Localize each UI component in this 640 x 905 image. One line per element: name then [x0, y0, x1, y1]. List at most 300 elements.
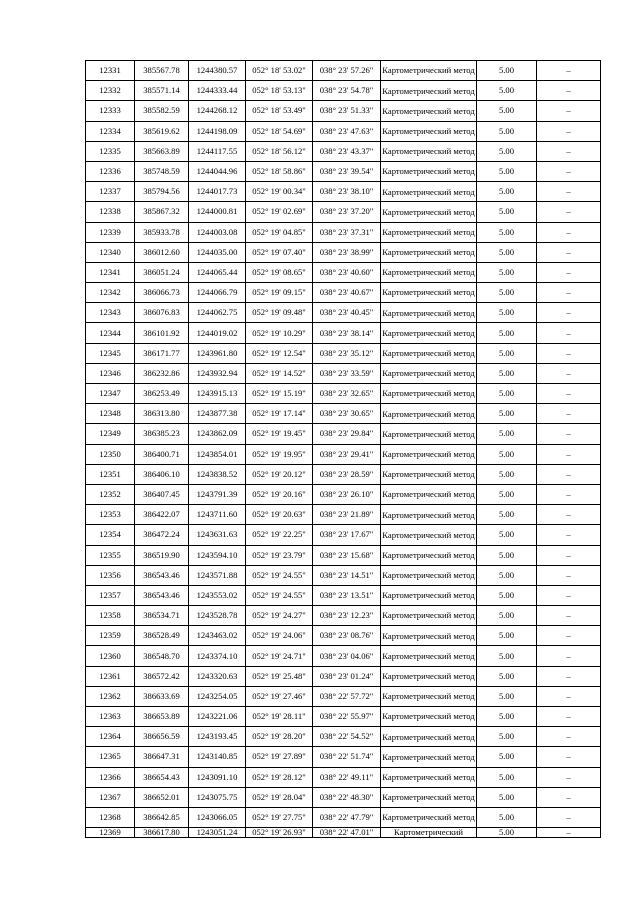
- longitude-cell: 038° 23' 43.37": [313, 141, 381, 161]
- note-cell: –: [537, 626, 601, 646]
- x-coordinate-cell: 386051.24: [135, 262, 189, 282]
- table-row: [86, 787, 601, 807]
- longitude-cell: 038° 23' 01.24": [313, 666, 381, 686]
- method-cell: Картометрический метод: [381, 323, 477, 343]
- accuracy-cell: 5.00: [477, 787, 537, 807]
- x-coordinate-cell: 385582.59: [135, 101, 189, 121]
- latitude-cell: 052° 19' 23.79": [246, 545, 313, 565]
- x-coordinate-cell: 386406.10: [135, 464, 189, 484]
- longitude-cell: 038° 23' 12.23": [313, 606, 381, 626]
- method-cell: Картометрический метод: [381, 424, 477, 444]
- point-number-cell: 12364: [86, 727, 135, 747]
- point-number-cell: 12331: [86, 61, 135, 81]
- method-cell: Картометрический метод: [381, 81, 477, 101]
- accuracy-cell: 5.00: [477, 626, 537, 646]
- table-row: [86, 404, 601, 424]
- latitude-cell: 052° 19' 09.15": [246, 283, 313, 303]
- latitude-cell: 052° 19' 02.69": [246, 202, 313, 222]
- latitude-cell: 052° 19' 27.89": [246, 747, 313, 767]
- note-cell: –: [537, 121, 601, 141]
- y-coordinate-cell: 1243571.88: [189, 565, 246, 585]
- method-cell: Картометрический метод: [381, 262, 477, 282]
- longitude-cell: 038° 23' 13.51": [313, 585, 381, 605]
- latitude-cell: 052° 19' 19.45": [246, 424, 313, 444]
- table-row: [86, 343, 601, 363]
- y-coordinate-cell: 1243915.13: [189, 384, 246, 404]
- x-coordinate-cell: 386171.77: [135, 343, 189, 363]
- note-cell: –: [537, 525, 601, 545]
- longitude-cell: 038° 23' 21.89": [313, 505, 381, 525]
- accuracy-cell: 5.00: [477, 363, 537, 383]
- method-cell: Картометрический метод: [381, 141, 477, 161]
- x-coordinate-cell: 386543.46: [135, 565, 189, 585]
- y-coordinate-cell: 1244019.02: [189, 323, 246, 343]
- method-cell: Картометрический метод: [381, 666, 477, 686]
- point-number-cell: 12337: [86, 182, 135, 202]
- latitude-cell: 052° 18' 56.12": [246, 141, 313, 161]
- latitude-cell: 052° 19' 28.11": [246, 707, 313, 727]
- accuracy-cell: 5.00: [477, 585, 537, 605]
- x-coordinate-cell: 386422.07: [135, 505, 189, 525]
- accuracy-cell: 5.00: [477, 283, 537, 303]
- longitude-cell: 038° 23' 39.54": [313, 161, 381, 181]
- x-coordinate-cell: 386232.86: [135, 363, 189, 383]
- note-cell: –: [537, 585, 601, 605]
- x-coordinate-cell: 386534.71: [135, 606, 189, 626]
- method-cell: Картометрический метод: [381, 525, 477, 545]
- point-number-cell: 12349: [86, 424, 135, 444]
- method-cell: Картометрический метод: [381, 484, 477, 504]
- longitude-cell: 038° 22' 55.97": [313, 707, 381, 727]
- y-coordinate-cell: 1244380.57: [189, 61, 246, 81]
- longitude-cell: 038° 23' 51.33": [313, 101, 381, 121]
- method-cell: Картометрический метод: [381, 606, 477, 626]
- accuracy-cell: 5.00: [477, 182, 537, 202]
- x-coordinate-cell: 386012.60: [135, 242, 189, 262]
- longitude-cell: 038° 23' 33.59": [313, 363, 381, 383]
- accuracy-cell: 5.00: [477, 545, 537, 565]
- table-row: [86, 424, 601, 444]
- x-coordinate-cell: 386528.49: [135, 626, 189, 646]
- note-cell: –: [537, 303, 601, 323]
- latitude-cell: 052° 19' 12.54": [246, 343, 313, 363]
- longitude-cell: 038° 23' 38.14": [313, 323, 381, 343]
- x-coordinate-cell: 386633.69: [135, 686, 189, 706]
- table-row: [86, 303, 601, 323]
- note-cell: –: [537, 242, 601, 262]
- point-number-cell: 12352: [86, 484, 135, 504]
- method-cell: Картометрический метод: [381, 343, 477, 363]
- table-row: [86, 161, 601, 181]
- latitude-cell: 052° 19' 08.65": [246, 262, 313, 282]
- accuracy-cell: 5.00: [477, 262, 537, 282]
- note-cell: –: [537, 262, 601, 282]
- longitude-cell: 038° 23' 37.31": [313, 222, 381, 242]
- latitude-cell: 052° 19' 24.55": [246, 565, 313, 585]
- y-coordinate-cell: 1244268.12: [189, 101, 246, 121]
- note-cell: –: [537, 363, 601, 383]
- longitude-cell: 038° 23' 38.99": [313, 242, 381, 262]
- accuracy-cell: 5.00: [477, 767, 537, 787]
- x-coordinate-cell: 386253.49: [135, 384, 189, 404]
- table-row: [86, 727, 601, 747]
- y-coordinate-cell: 1243711.60: [189, 505, 246, 525]
- x-coordinate-cell: 385663.89: [135, 141, 189, 161]
- table-row: [86, 565, 601, 585]
- accuracy-cell: 5.00: [477, 686, 537, 706]
- x-coordinate-cell: 386313.80: [135, 404, 189, 424]
- table-row: [86, 666, 601, 686]
- table-row: [86, 384, 601, 404]
- y-coordinate-cell: 1243254.05: [189, 686, 246, 706]
- latitude-cell: 052° 18' 53.02": [246, 61, 313, 81]
- accuracy-cell: 5.00: [477, 121, 537, 141]
- accuracy-cell: 5.00: [477, 343, 537, 363]
- y-coordinate-cell: 1244035.00: [189, 242, 246, 262]
- accuracy-cell: 5.00: [477, 101, 537, 121]
- y-coordinate-cell: 1244000.81: [189, 202, 246, 222]
- accuracy-cell: 5.00: [477, 384, 537, 404]
- table-row: [86, 202, 601, 222]
- longitude-cell: 038° 23' 04.06": [313, 646, 381, 666]
- table-row: [86, 767, 601, 787]
- note-cell: –: [537, 182, 601, 202]
- accuracy-cell: 5.00: [477, 141, 537, 161]
- latitude-cell: 052° 18' 54.69": [246, 121, 313, 141]
- latitude-cell: 052° 19' 26.93": [246, 828, 313, 838]
- point-number-cell: 12366: [86, 767, 135, 787]
- y-coordinate-cell: 1243553.02: [189, 585, 246, 605]
- point-number-cell: 12334: [86, 121, 135, 141]
- latitude-cell: 052° 19' 19.95": [246, 444, 313, 464]
- accuracy-cell: 5.00: [477, 666, 537, 686]
- longitude-cell: 038° 22' 49.11": [313, 767, 381, 787]
- latitude-cell: 052° 19' 27.75": [246, 807, 313, 827]
- note-cell: –: [537, 484, 601, 504]
- method-cell: Картометрический метод: [381, 363, 477, 383]
- point-number-cell: 12351: [86, 464, 135, 484]
- y-coordinate-cell: 1243140.85: [189, 747, 246, 767]
- accuracy-cell: 5.00: [477, 444, 537, 464]
- note-cell: –: [537, 101, 601, 121]
- point-number-cell: 12347: [86, 384, 135, 404]
- table-row: [86, 283, 601, 303]
- y-coordinate-cell: 1244062.75: [189, 303, 246, 323]
- table-row: [86, 484, 601, 504]
- method-cell: Картометрический метод: [381, 182, 477, 202]
- latitude-cell: 052° 19' 15.19": [246, 384, 313, 404]
- x-coordinate-cell: 385933.78: [135, 222, 189, 242]
- point-number-cell: 12367: [86, 787, 135, 807]
- longitude-cell: 038° 23' 08.76": [313, 626, 381, 646]
- note-cell: –: [537, 283, 601, 303]
- latitude-cell: 052° 19' 24.27": [246, 606, 313, 626]
- latitude-cell: 052° 19' 28.04": [246, 787, 313, 807]
- accuracy-cell: 5.00: [477, 807, 537, 827]
- latitude-cell: 052° 19' 10.29": [246, 323, 313, 343]
- point-number-cell: 12341: [86, 262, 135, 282]
- point-number-cell: 12355: [86, 545, 135, 565]
- x-coordinate-cell: 386543.46: [135, 585, 189, 605]
- point-number-cell: 12340: [86, 242, 135, 262]
- latitude-cell: 052° 19' 20.16": [246, 484, 313, 504]
- table-row: [86, 464, 601, 484]
- x-coordinate-cell: 386385.23: [135, 424, 189, 444]
- method-cell: Картометрический метод: [381, 747, 477, 767]
- x-coordinate-cell: 386654.43: [135, 767, 189, 787]
- method-cell: Картометрический метод: [381, 565, 477, 585]
- method-cell: Картометрический метод: [381, 807, 477, 827]
- table-row: [86, 222, 601, 242]
- longitude-cell: 038° 23' 30.65": [313, 404, 381, 424]
- x-coordinate-cell: 385571.14: [135, 81, 189, 101]
- latitude-cell: 052° 19' 09.48": [246, 303, 313, 323]
- accuracy-cell: 5.00: [477, 242, 537, 262]
- x-coordinate-cell: 386076.83: [135, 303, 189, 323]
- longitude-cell: 038° 22' 47.01": [313, 828, 381, 838]
- x-coordinate-cell: 386101.92: [135, 323, 189, 343]
- longitude-cell: 038° 23' 28.59": [313, 464, 381, 484]
- method-cell: Картометрический метод: [381, 585, 477, 605]
- table-row: [86, 807, 601, 827]
- method-cell: Картометрический метод: [381, 303, 477, 323]
- point-number-cell: 12360: [86, 646, 135, 666]
- note-cell: –: [537, 727, 601, 747]
- note-cell: –: [537, 828, 601, 838]
- note-cell: –: [537, 686, 601, 706]
- longitude-cell: 038° 22' 47.79": [313, 807, 381, 827]
- longitude-cell: 038° 22' 54.52": [313, 727, 381, 747]
- latitude-cell: 052° 19' 27.46": [246, 686, 313, 706]
- latitude-cell: 052° 18' 58.86": [246, 161, 313, 181]
- table-row: [86, 747, 601, 767]
- table-row: [86, 242, 601, 262]
- accuracy-cell: 5.00: [477, 464, 537, 484]
- latitude-cell: 052° 19' 28.20": [246, 727, 313, 747]
- point-number-cell: 12358: [86, 606, 135, 626]
- note-cell: –: [537, 404, 601, 424]
- longitude-cell: 038° 23' 40.60": [313, 262, 381, 282]
- latitude-cell: 052° 19' 24.71": [246, 646, 313, 666]
- point-number-cell: 12345: [86, 343, 135, 363]
- method-cell: Картометрический метод: [381, 444, 477, 464]
- point-number-cell: 12348: [86, 404, 135, 424]
- method-cell: Картометрический метод: [381, 767, 477, 787]
- method-cell: Картометрический метод: [381, 545, 477, 565]
- y-coordinate-cell: 1243791.39: [189, 484, 246, 504]
- x-coordinate-cell: 386400.71: [135, 444, 189, 464]
- table-row: [86, 525, 601, 545]
- method-cell: Картометрический метод: [381, 61, 477, 81]
- accuracy-cell: 5.00: [477, 484, 537, 504]
- y-coordinate-cell: 1243374.10: [189, 646, 246, 666]
- accuracy-cell: 5.00: [477, 222, 537, 242]
- point-number-cell: 12344: [86, 323, 135, 343]
- y-coordinate-cell: 1244017.73: [189, 182, 246, 202]
- point-number-cell: 12353: [86, 505, 135, 525]
- x-coordinate-cell: 386548.70: [135, 646, 189, 666]
- method-cell: Картометрический метод: [381, 646, 477, 666]
- y-coordinate-cell: 1244065.44: [189, 262, 246, 282]
- y-coordinate-cell: 1244333.44: [189, 81, 246, 101]
- method-cell: Картометрический метод: [381, 242, 477, 262]
- point-number-cell: 12339: [86, 222, 135, 242]
- note-cell: –: [537, 444, 601, 464]
- point-number-cell: 12369: [86, 828, 135, 838]
- table-body: [86, 61, 601, 838]
- x-coordinate-cell: 386407.45: [135, 484, 189, 504]
- longitude-cell: 038° 23' 57.26": [313, 61, 381, 81]
- longitude-cell: 038° 23' 32.65": [313, 384, 381, 404]
- longitude-cell: 038° 23' 35.12": [313, 343, 381, 363]
- note-cell: –: [537, 767, 601, 787]
- y-coordinate-cell: 1243463.02: [189, 626, 246, 646]
- x-coordinate-cell: 386617.80: [135, 828, 189, 838]
- table-row: [86, 505, 601, 525]
- accuracy-cell: 5.00: [477, 828, 537, 838]
- accuracy-cell: 5.00: [477, 303, 537, 323]
- note-cell: –: [537, 61, 601, 81]
- method-cell: Картометрический метод: [381, 404, 477, 424]
- point-number-cell: 12350: [86, 444, 135, 464]
- point-number-cell: 12354: [86, 525, 135, 545]
- longitude-cell: 038° 22' 48.30": [313, 787, 381, 807]
- table-row: [86, 585, 601, 605]
- note-cell: –: [537, 606, 601, 626]
- y-coordinate-cell: 1243066.05: [189, 807, 246, 827]
- point-number-cell: 12362: [86, 686, 135, 706]
- point-number-cell: 12333: [86, 101, 135, 121]
- y-coordinate-cell: 1243838.52: [189, 464, 246, 484]
- latitude-cell: 052° 19' 24.06": [246, 626, 313, 646]
- x-coordinate-cell: 385794.56: [135, 182, 189, 202]
- note-cell: –: [537, 202, 601, 222]
- point-number-cell: 12343: [86, 303, 135, 323]
- accuracy-cell: 5.00: [477, 424, 537, 444]
- accuracy-cell: 5.00: [477, 646, 537, 666]
- method-cell: Картометрический метод: [381, 787, 477, 807]
- note-cell: –: [537, 141, 601, 161]
- table-row: [86, 363, 601, 383]
- latitude-cell: 052° 19' 28.12": [246, 767, 313, 787]
- point-number-cell: 12359: [86, 626, 135, 646]
- x-coordinate-cell: 386647.31: [135, 747, 189, 767]
- table-row: [86, 707, 601, 727]
- table-row: [86, 121, 601, 141]
- y-coordinate-cell: 1244198.09: [189, 121, 246, 141]
- table-row: [86, 323, 601, 343]
- y-coordinate-cell: 1243594.10: [189, 545, 246, 565]
- method-cell: Картометрический метод: [381, 686, 477, 706]
- x-coordinate-cell: 385867.32: [135, 202, 189, 222]
- method-cell: Картометрический метод: [381, 101, 477, 121]
- x-coordinate-cell: 386642.85: [135, 807, 189, 827]
- note-cell: –: [537, 384, 601, 404]
- y-coordinate-cell: 1243051.24: [189, 828, 246, 838]
- latitude-cell: 052° 19' 14.52": [246, 363, 313, 383]
- y-coordinate-cell: 1243877.38: [189, 404, 246, 424]
- y-coordinate-cell: 1244066.79: [189, 283, 246, 303]
- longitude-cell: 038° 23' 47.63": [313, 121, 381, 141]
- latitude-cell: 052° 19' 00.34": [246, 182, 313, 202]
- y-coordinate-cell: 1243221.06: [189, 707, 246, 727]
- note-cell: –: [537, 807, 601, 827]
- longitude-cell: 038° 23' 29.41": [313, 444, 381, 464]
- y-coordinate-cell: 1243075.75: [189, 787, 246, 807]
- note-cell: –: [537, 222, 601, 242]
- y-coordinate-cell: 1243320.63: [189, 666, 246, 686]
- method-cell: Картометрический метод: [381, 222, 477, 242]
- point-number-cell: 12365: [86, 747, 135, 767]
- accuracy-cell: 5.00: [477, 81, 537, 101]
- table-row: [86, 626, 601, 646]
- method-cell: Картометрический метод: [381, 626, 477, 646]
- point-number-cell: 12356: [86, 565, 135, 585]
- latitude-cell: 052° 19' 24.55": [246, 585, 313, 605]
- note-cell: –: [537, 343, 601, 363]
- accuracy-cell: 5.00: [477, 505, 537, 525]
- note-cell: –: [537, 81, 601, 101]
- longitude-cell: 038° 23' 26.10": [313, 484, 381, 504]
- longitude-cell: 038° 23' 15.68": [313, 545, 381, 565]
- x-coordinate-cell: 386656.59: [135, 727, 189, 747]
- method-cell: Картометрический метод: [381, 202, 477, 222]
- x-coordinate-cell: 385619.62: [135, 121, 189, 141]
- x-coordinate-cell: 386572.42: [135, 666, 189, 686]
- coordinates-table: [85, 60, 601, 838]
- x-coordinate-cell: 385567.78: [135, 61, 189, 81]
- accuracy-cell: 5.00: [477, 565, 537, 585]
- note-cell: –: [537, 161, 601, 181]
- latitude-cell: 052° 19' 20.12": [246, 464, 313, 484]
- x-coordinate-cell: 386472.24: [135, 525, 189, 545]
- latitude-cell: 052° 18' 53.49": [246, 101, 313, 121]
- latitude-cell: 052° 19' 07.40": [246, 242, 313, 262]
- accuracy-cell: 5.00: [477, 727, 537, 747]
- note-cell: –: [537, 464, 601, 484]
- note-cell: –: [537, 666, 601, 686]
- longitude-cell: 038° 23' 40.67": [313, 283, 381, 303]
- accuracy-cell: 5.00: [477, 61, 537, 81]
- note-cell: –: [537, 747, 601, 767]
- table-row: [86, 606, 601, 626]
- longitude-cell: 038° 22' 51.74": [313, 747, 381, 767]
- point-number-cell: 12342: [86, 283, 135, 303]
- accuracy-cell: 5.00: [477, 525, 537, 545]
- table-row: [86, 444, 601, 464]
- latitude-cell: 052° 19' 04.85": [246, 222, 313, 242]
- y-coordinate-cell: 1243528.78: [189, 606, 246, 626]
- note-cell: –: [537, 565, 601, 585]
- x-coordinate-cell: 386066.73: [135, 283, 189, 303]
- y-coordinate-cell: 1244044.96: [189, 161, 246, 181]
- latitude-cell: 052° 19' 17.14": [246, 404, 313, 424]
- table-row: [86, 828, 601, 838]
- latitude-cell: 052° 19' 25.48": [246, 666, 313, 686]
- y-coordinate-cell: 1244117.55: [189, 141, 246, 161]
- point-number-cell: 12368: [86, 807, 135, 827]
- longitude-cell: 038° 23' 40.45": [313, 303, 381, 323]
- coordinates-sheet: [85, 60, 600, 838]
- table-row: [86, 141, 601, 161]
- y-coordinate-cell: 1243862.09: [189, 424, 246, 444]
- accuracy-cell: 5.00: [477, 404, 537, 424]
- point-number-cell: 12363: [86, 707, 135, 727]
- point-number-cell: 12346: [86, 363, 135, 383]
- point-number-cell: 12357: [86, 585, 135, 605]
- latitude-cell: 052° 18' 53.13": [246, 81, 313, 101]
- method-cell: Картометрический метод: [381, 505, 477, 525]
